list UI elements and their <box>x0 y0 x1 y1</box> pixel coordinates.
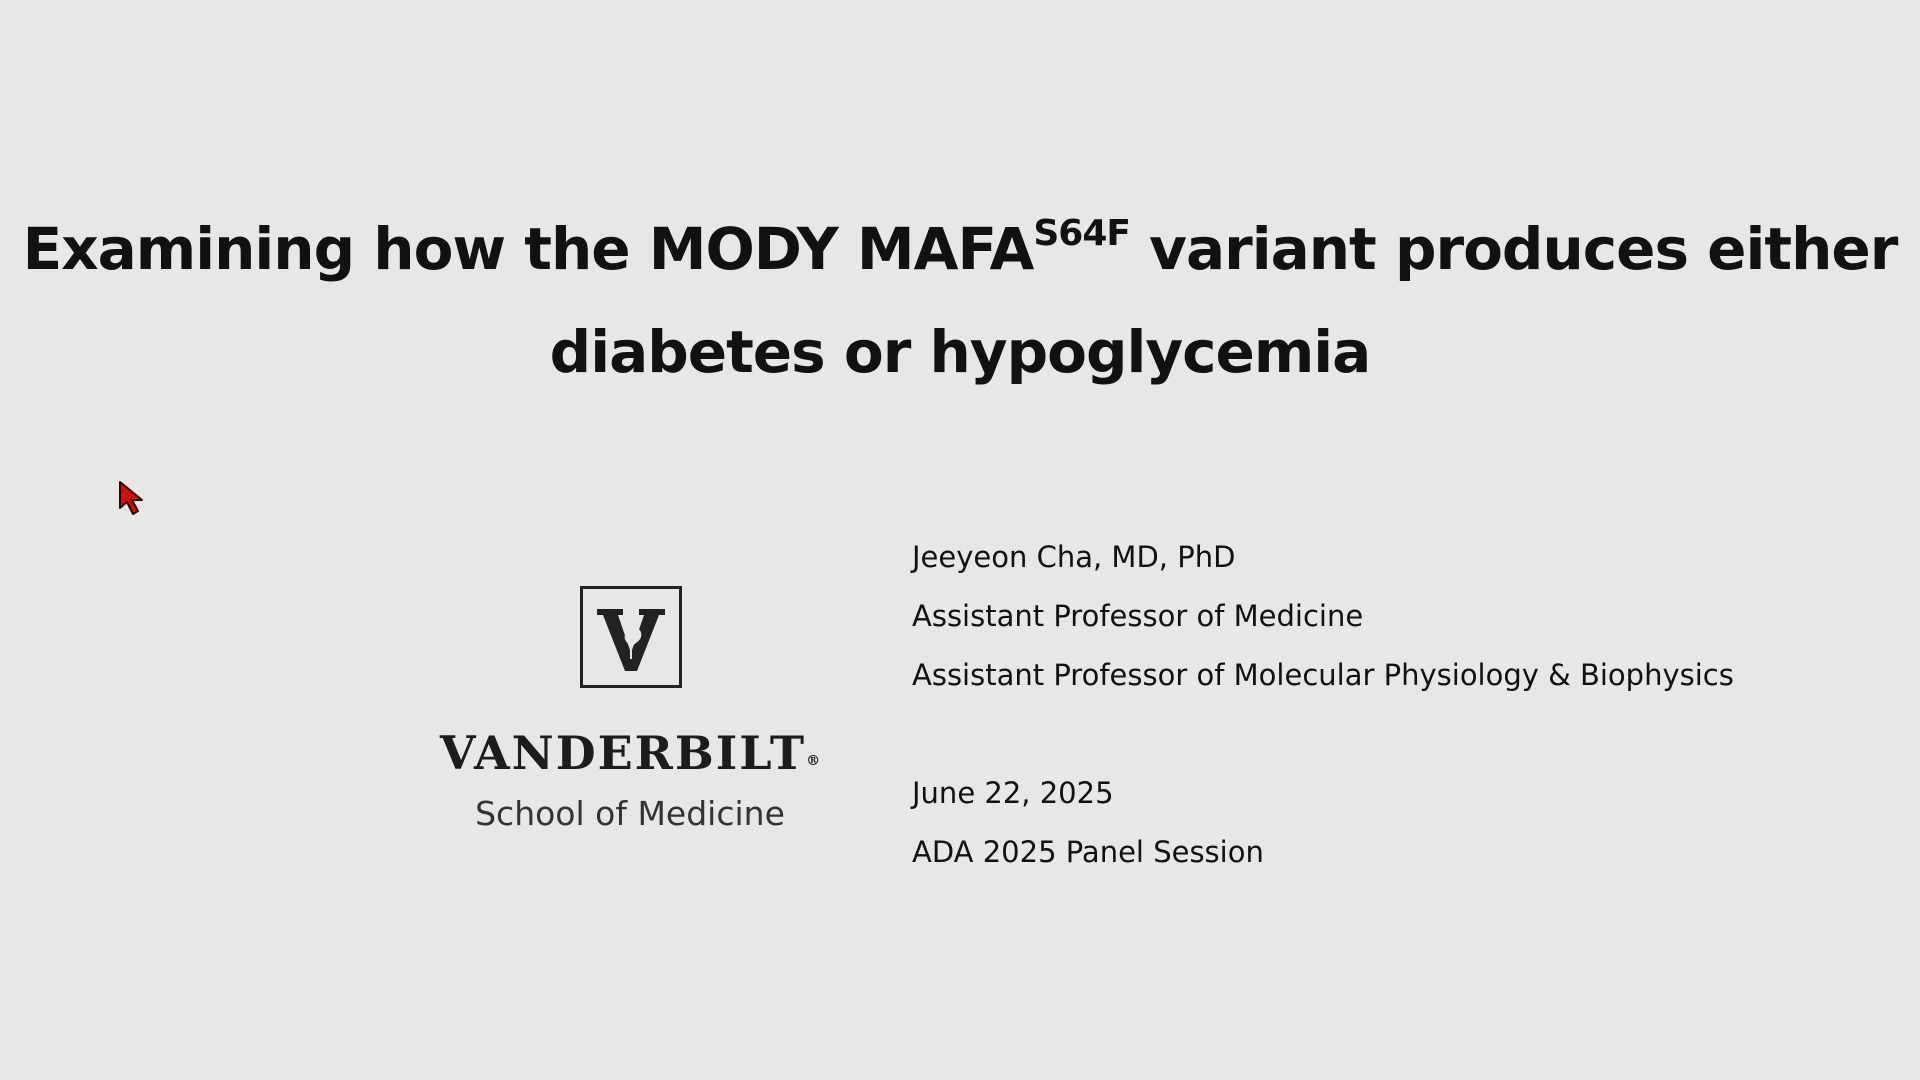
session-date: June 22, 2025 <box>912 776 1114 810</box>
slide-title-line2: diabetes or hypoglycemia <box>549 318 1371 386</box>
slide-title-line1 <box>0 198 1920 301</box>
logo-name-text: VANDERBILT <box>439 726 807 780</box>
title-text-part1: Examining how the MODY MAFA <box>22 215 1034 283</box>
logo-subtitle: School of Medicine <box>475 794 785 833</box>
presenter-role-1: Assistant Professor of Medicine <box>912 599 1364 633</box>
logo-wordmark <box>420 726 840 780</box>
presenter-role-2: Assistant Professor of Molecular Physiology & Biophysics <box>912 658 1734 692</box>
registered-mark: ® <box>806 753 821 769</box>
info-spacer <box>912 711 1734 770</box>
mouse-pointer-icon <box>118 480 152 518</box>
title-text-part2: variant produces either <box>1129 215 1898 283</box>
slide-title <box>0 198 1920 404</box>
vanderbilt-oak-leaf-icon <box>580 586 682 688</box>
presenter-info <box>912 534 1734 888</box>
presenter-name: Jeeyeon Cha, MD, PhD <box>912 540 1236 574</box>
session-event: ADA 2025 Panel Session <box>912 835 1264 869</box>
title-superscript: S64F <box>1033 212 1130 254</box>
vanderbilt-logo <box>420 586 840 846</box>
